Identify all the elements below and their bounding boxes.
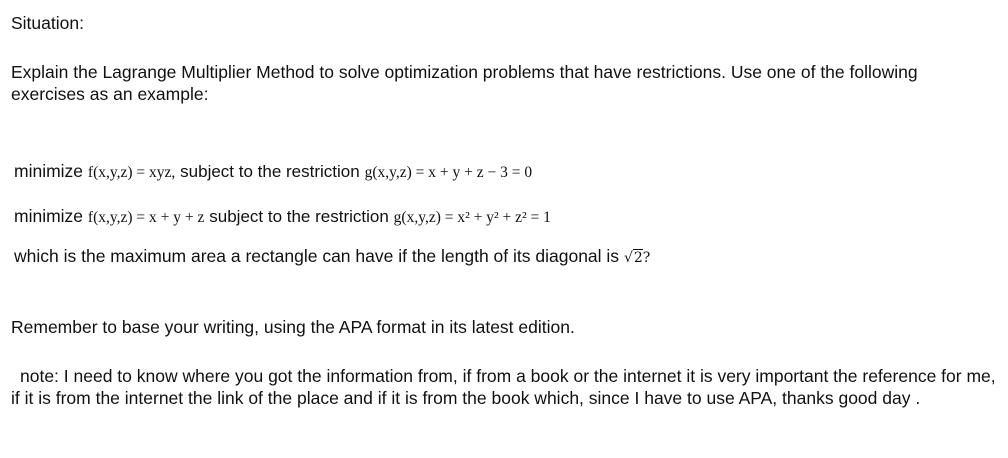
intro-paragraph: Explain the Lagrange Multiplier Method to solve optimization problems that have restrictions. Use one of the following exercises as an example: <box>11 62 918 104</box>
exercise-2 <box>14 205 551 229</box>
exercise-2-connector: subject to the restriction <box>209 207 389 226</box>
exercise-2-function: f(x,y,z) = x + y + z <box>87 209 205 226</box>
exercise-1-function: f(x,y,z) = xyz, <box>87 164 176 181</box>
exercise-1 <box>14 160 532 184</box>
question-end: ? <box>642 250 651 266</box>
exercise-2-verb: minimize <box>14 206 84 226</box>
exercise-3-text: which is the maximum area a rectangle can have if the length of its diagonal is <box>14 246 620 266</box>
exercise-1-constraint: g(x,y,z) = x + y + z − 3 = 0 <box>364 164 533 181</box>
note-paragraph: note: I need to know where you got the information from, if from a book or the internet it is very important the reference for me, if it is from the internet the link of the place and if it is from the book which, since I have to use APA, thanks good day . <box>11 366 996 408</box>
sqrt-radical: √ <box>623 250 633 266</box>
heading: Situation: <box>11 13 84 33</box>
exercise-1-connector: subject to the restriction <box>180 162 360 181</box>
exercise-3 <box>14 245 650 269</box>
sqrt-radicand: 2 <box>633 250 643 266</box>
exercise-2-constraint: g(x,y,z) = x² + y² + z² = 1 <box>393 209 551 226</box>
apa-reminder: Remember to base your writing, using the APA format in its latest edition. <box>11 317 575 337</box>
exercise-1-verb: minimize <box>14 161 84 181</box>
